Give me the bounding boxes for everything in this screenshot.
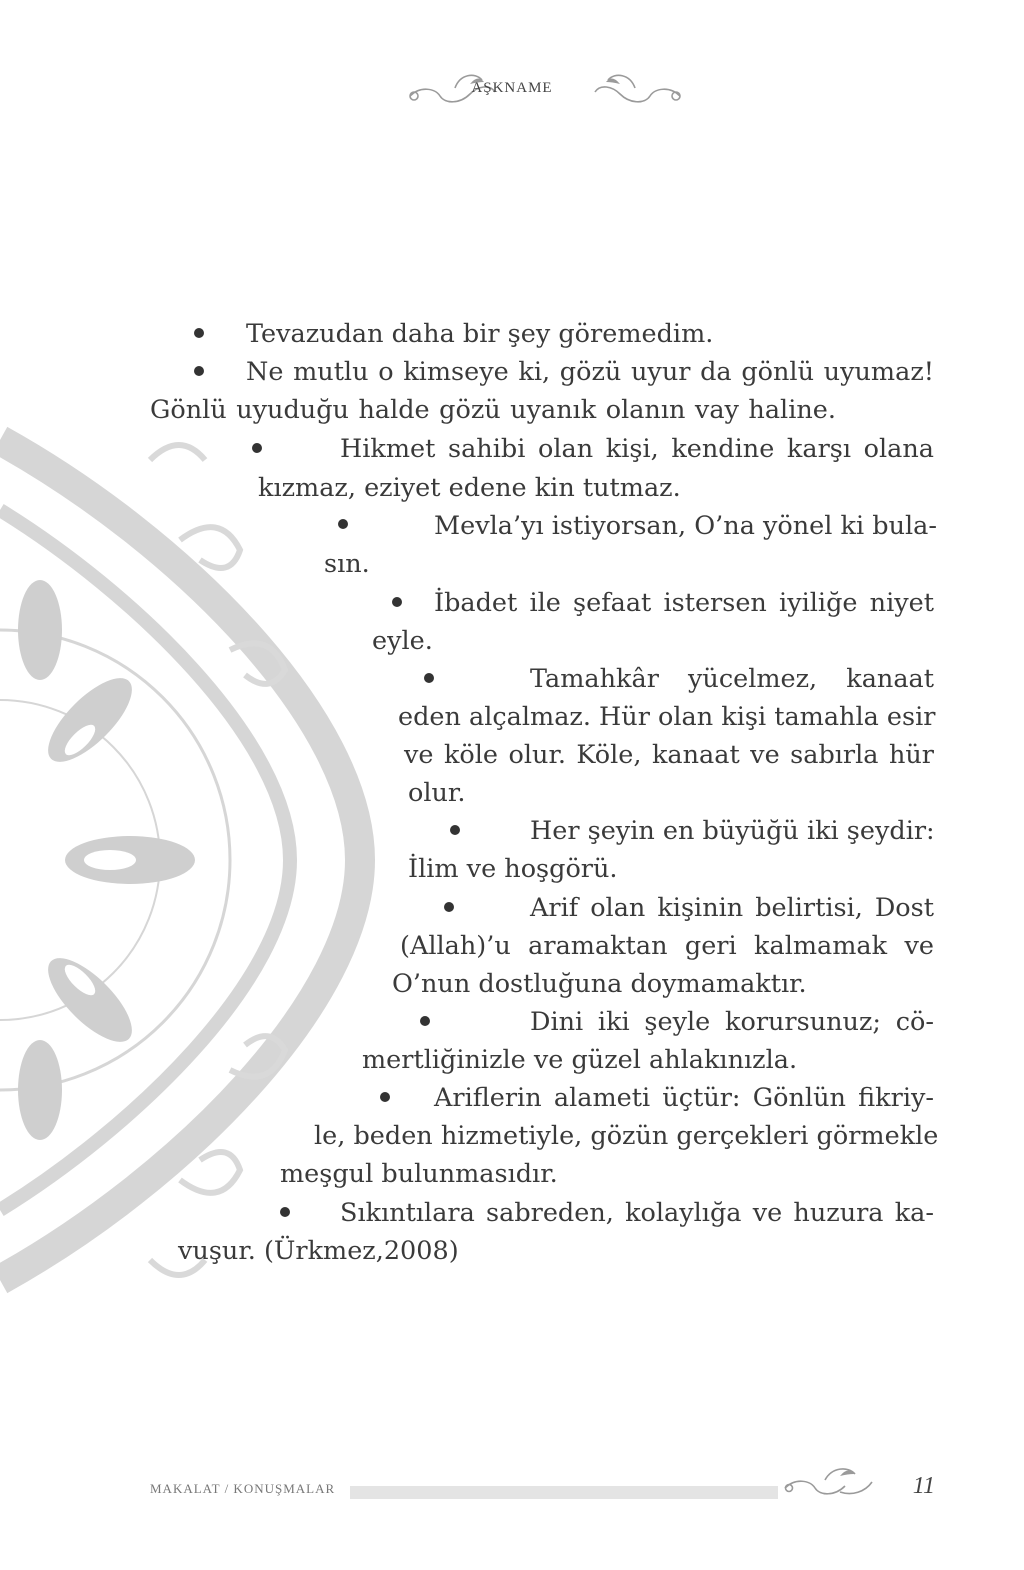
footer-flourish-ornament [780,1462,880,1502]
page-number: 11 [912,1473,935,1499]
text-line: O’nun dostluğuna doymamaktır. [392,969,807,999]
text-line: Ariflerin alameti üçtür: Gönlün fikriy- [434,1083,934,1113]
text-line: Arif olan kişinin belirtisi, Dost [530,893,934,923]
text-line: eden alçalmaz. Hür olan kişi tamahla esir [398,702,936,732]
running-header-title: AŞKNAME [471,80,553,96]
bullet [420,1016,430,1026]
bullet [424,673,434,683]
text-line: İlim ve hoşgörü. [408,854,618,884]
text-line: kızmaz, eziyet edene kin tutmaz. [258,473,681,503]
footer-divider-bar [350,1486,778,1499]
text-line: Mevla’yı istiyorsan, O’na yönel ki bula- [434,511,937,541]
text-line: Sıkıntılara sabreden, kolaylığa ve huzura ka- [340,1198,934,1228]
text-line: vuşur. (Ürkmez,2008) [178,1236,459,1266]
text-line: le, beden hizmetiyle, gözün gerçekleri görmekle [314,1121,939,1151]
bullet [444,902,454,912]
bullet [392,597,402,607]
bullet [252,443,262,453]
text-line: eyle. [372,626,433,656]
text-line: olur. [408,778,466,808]
text-line: sın. [324,549,370,579]
bullet [380,1092,390,1102]
text-line: ve köle olur. Köle, kanaat ve sabırla hür [404,740,934,770]
bullet [280,1207,290,1217]
text-line: Tevazudan daha bir şey göremedim. [246,319,714,349]
bullet [338,519,348,529]
bullet [194,328,204,338]
text-line: Hikmet sahibi olan kişi, kendine karşı olana [340,434,934,464]
text-line: Gönlü uyuduğu halde gözü uyanık olanın vay haline. [150,395,836,425]
bullet [450,825,460,835]
text-line: İbadet ile şefaat istersen iyiliğe niyet [434,588,934,618]
text-line: mertliğinizle ve güzel ahlakınızla. [362,1045,798,1075]
text-line: (Allah)’u aramaktan geri kalmamak ve [400,931,934,961]
bullet [194,366,204,376]
text-line: meşgul bulunmasıdır. [280,1159,558,1189]
running-footer-label: MAKALAT / KONUŞMALAR [150,1481,336,1496]
text-line: Dini iki şeyle korursunuz; cö- [530,1007,934,1037]
text-line: Her şeyin en büyüğü iki şeydir: [530,816,935,846]
text-line: Ne mutlu o kimseye ki, gözü uyur da gönlü uyumaz! [246,357,934,387]
text-line: Tamahkâr yücelmez, kanaat [530,664,934,694]
